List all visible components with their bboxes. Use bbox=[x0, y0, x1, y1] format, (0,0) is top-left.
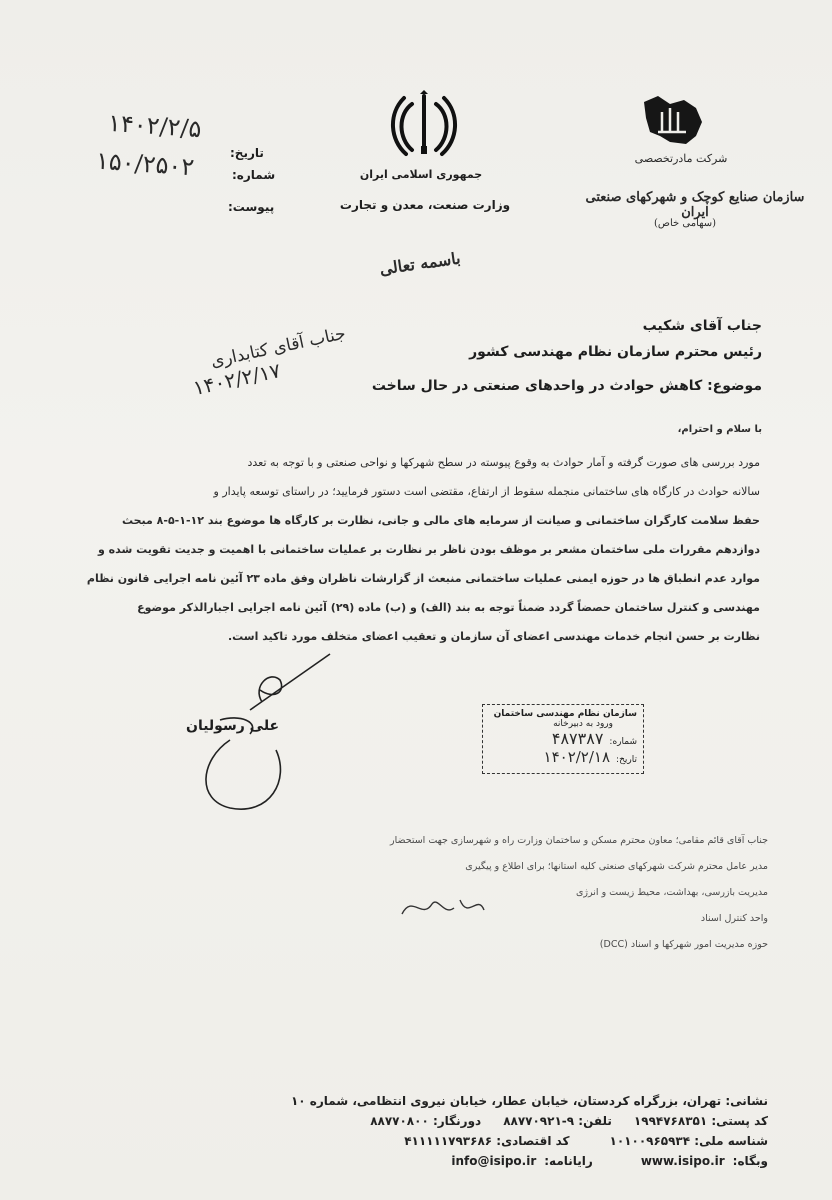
footer bbox=[208, 1094, 768, 1174]
footer-website-link[interactable]: www.isipo.ir bbox=[640, 1154, 725, 1168]
margin-note-line1: جناب آقای کتابداری bbox=[208, 323, 348, 372]
footer-postal: کد پستی: ۱۹۹۴۷۶۸۳۵۱ bbox=[633, 1114, 768, 1128]
letter-subject: موضوع: کاهش حوادث در واحدهای صنعتی در حال ساخت bbox=[371, 378, 762, 394]
basmala: باسمه تعالی bbox=[378, 248, 462, 279]
registration-stamp bbox=[482, 704, 644, 774]
country-name: جمهوری اسلامی ایران bbox=[359, 168, 483, 181]
date-value-handwritten: ۱۴۰۲/۲/۵ bbox=[107, 108, 203, 144]
addressee-title: رئیس محترم سازمان نظام مهندسی کشور bbox=[469, 344, 762, 360]
iran-emblem-icon bbox=[390, 90, 458, 160]
stamp-number-value: ۴۸۷۳۸۷ bbox=[551, 729, 604, 748]
body-line: مهندسی و کنترل ساختمان حصضاً گردد ضمناً توجه به بند (الف) و (ب) ماده (۲۹) آئین نامه اجرایی اجبارالذکر موضوع bbox=[137, 601, 760, 614]
footer-fax: دورنگار: ۸۸۷۷۰۸۰۰ bbox=[370, 1114, 482, 1128]
number-label: شماره: bbox=[232, 168, 276, 182]
footer-email-label: رایانامه: bbox=[544, 1154, 593, 1168]
cc-item: واحد کنترل اسناد bbox=[700, 913, 768, 924]
greeting: با سلام و احترام، bbox=[677, 424, 762, 435]
footer-web-row bbox=[208, 1154, 768, 1174]
margin-note-line2: ۱۴۰۲/۲/۱۷ bbox=[190, 358, 283, 400]
stamp-number-row bbox=[489, 729, 637, 748]
body-line: حفظ سلامت کارگران ساختمانی و صیانت از سرمایه های مالی و جانی، نظارت بر کارگاه ها موضوع بند ۱۲-۱-۵-۸ مبحث bbox=[121, 514, 760, 527]
signatory-name: علی رسولیان bbox=[186, 718, 280, 734]
stamp-date-value: ۱۴۰۲/۲/۱۸ bbox=[543, 748, 611, 766]
body-line: دوازدهم مقررات ملی ساختمان مشعر بر موظف بودن ناظر بر نظارت بر عملیات ساختمانی با اهمیت و جدیت تقویت شده و bbox=[98, 543, 760, 556]
body-line: موارد عدم انطباق ها در حوزه ایمنی عملیات ساختمانی منبعث از گزارشات ناظران وفق ماده ۲۳ آئین نامه اجرایی قانون نظام bbox=[86, 572, 760, 585]
stamp-date-label: تاریخ: bbox=[616, 755, 637, 765]
date-label: تاریخ: bbox=[230, 146, 264, 160]
footer-id-row bbox=[208, 1134, 768, 1154]
ministry-name: وزارت صنعت، معدن و تجارت bbox=[339, 198, 511, 212]
signature-scribble-icon bbox=[190, 650, 350, 820]
stamp-org: سازمان نظام مهندسی ساختمان bbox=[493, 709, 637, 719]
footer-phone: تلفن: ۹-۸۸۷۷۰۹۲۱ bbox=[503, 1114, 612, 1128]
margin-note-handwritten bbox=[148, 324, 353, 409]
stamp-number-label: شماره: bbox=[609, 737, 637, 747]
footer-national-id: شناسه ملی: ۱۰۱۰۰۹۶۵۹۳۴ bbox=[609, 1134, 768, 1148]
footer-email-link[interactable]: info@isipo.ir bbox=[451, 1154, 537, 1168]
footer-website-label: وبگاه: bbox=[732, 1154, 768, 1168]
footer-address: نشانی: تهران، بزرگراه کردستان، خیابان عطار، خیابان نیروی انتظامی، شماره ۱۰ bbox=[290, 1094, 768, 1108]
cc-item: جناب آقای قائم مقامی؛ معاون محترم مسکن و ساختمان وزارت راه و شهرسازی جهت استحضار bbox=[389, 835, 768, 846]
footer-economic-code: کد اقتصادی: ۴۱۱۱۱۱۷۹۳۶۸۶ bbox=[404, 1134, 570, 1148]
cc-item: حوزه مدیریت امور شهرکها و اسناد (DCC) bbox=[599, 939, 768, 950]
letter-body bbox=[86, 448, 760, 651]
attachment-label: پیوست: bbox=[228, 200, 275, 214]
addressee-name: جناب آقای شکیب bbox=[642, 318, 762, 334]
footer-contact-row bbox=[208, 1114, 768, 1134]
organization-sub: (سهامی خاص) bbox=[653, 218, 717, 229]
initials-scribble-icon bbox=[398, 890, 488, 926]
organization-name: سازمان صنایع کوچک و شهرکهای صنعتی ایران bbox=[585, 190, 805, 220]
stamp-date-row bbox=[489, 748, 637, 766]
organization-logo-icon bbox=[640, 92, 706, 148]
number-value-handwritten: ۱۵۰/۲۵۰۲ bbox=[95, 146, 196, 182]
cc-item: مدیر عامل محترم شرکت شهرکهای صنعتی کلیه استانها؛ برای اطلاع و پیگیری bbox=[465, 861, 768, 872]
body-line: سالانه حوادث در کارگاه های ساختمانی منجمله سقوط از ارتفاع، مقتضی است دستور فرمایید؛ در راستای توسعه پایدار و bbox=[213, 485, 760, 498]
body-line: مورد بررسی های صورت گرفته و آمار حوادث به وقوع پیوسته در سطح شهرکها و نواحی صنعتی و با توجه به تعدد bbox=[247, 456, 760, 469]
company-type: شرکت مادرتخصصی bbox=[634, 152, 728, 165]
cc-item: مدیریت بازرسی، بهداشت، محیط زیست و انرژی bbox=[576, 887, 768, 898]
stamp-entry: ورود به دبیرخانه bbox=[553, 719, 613, 729]
body-line: نظارت بر حسن انجام خدمات مهندسی اعضای آن سازمان و تعقیب اعضای متخلف مورد تاکید است. bbox=[227, 630, 760, 643]
